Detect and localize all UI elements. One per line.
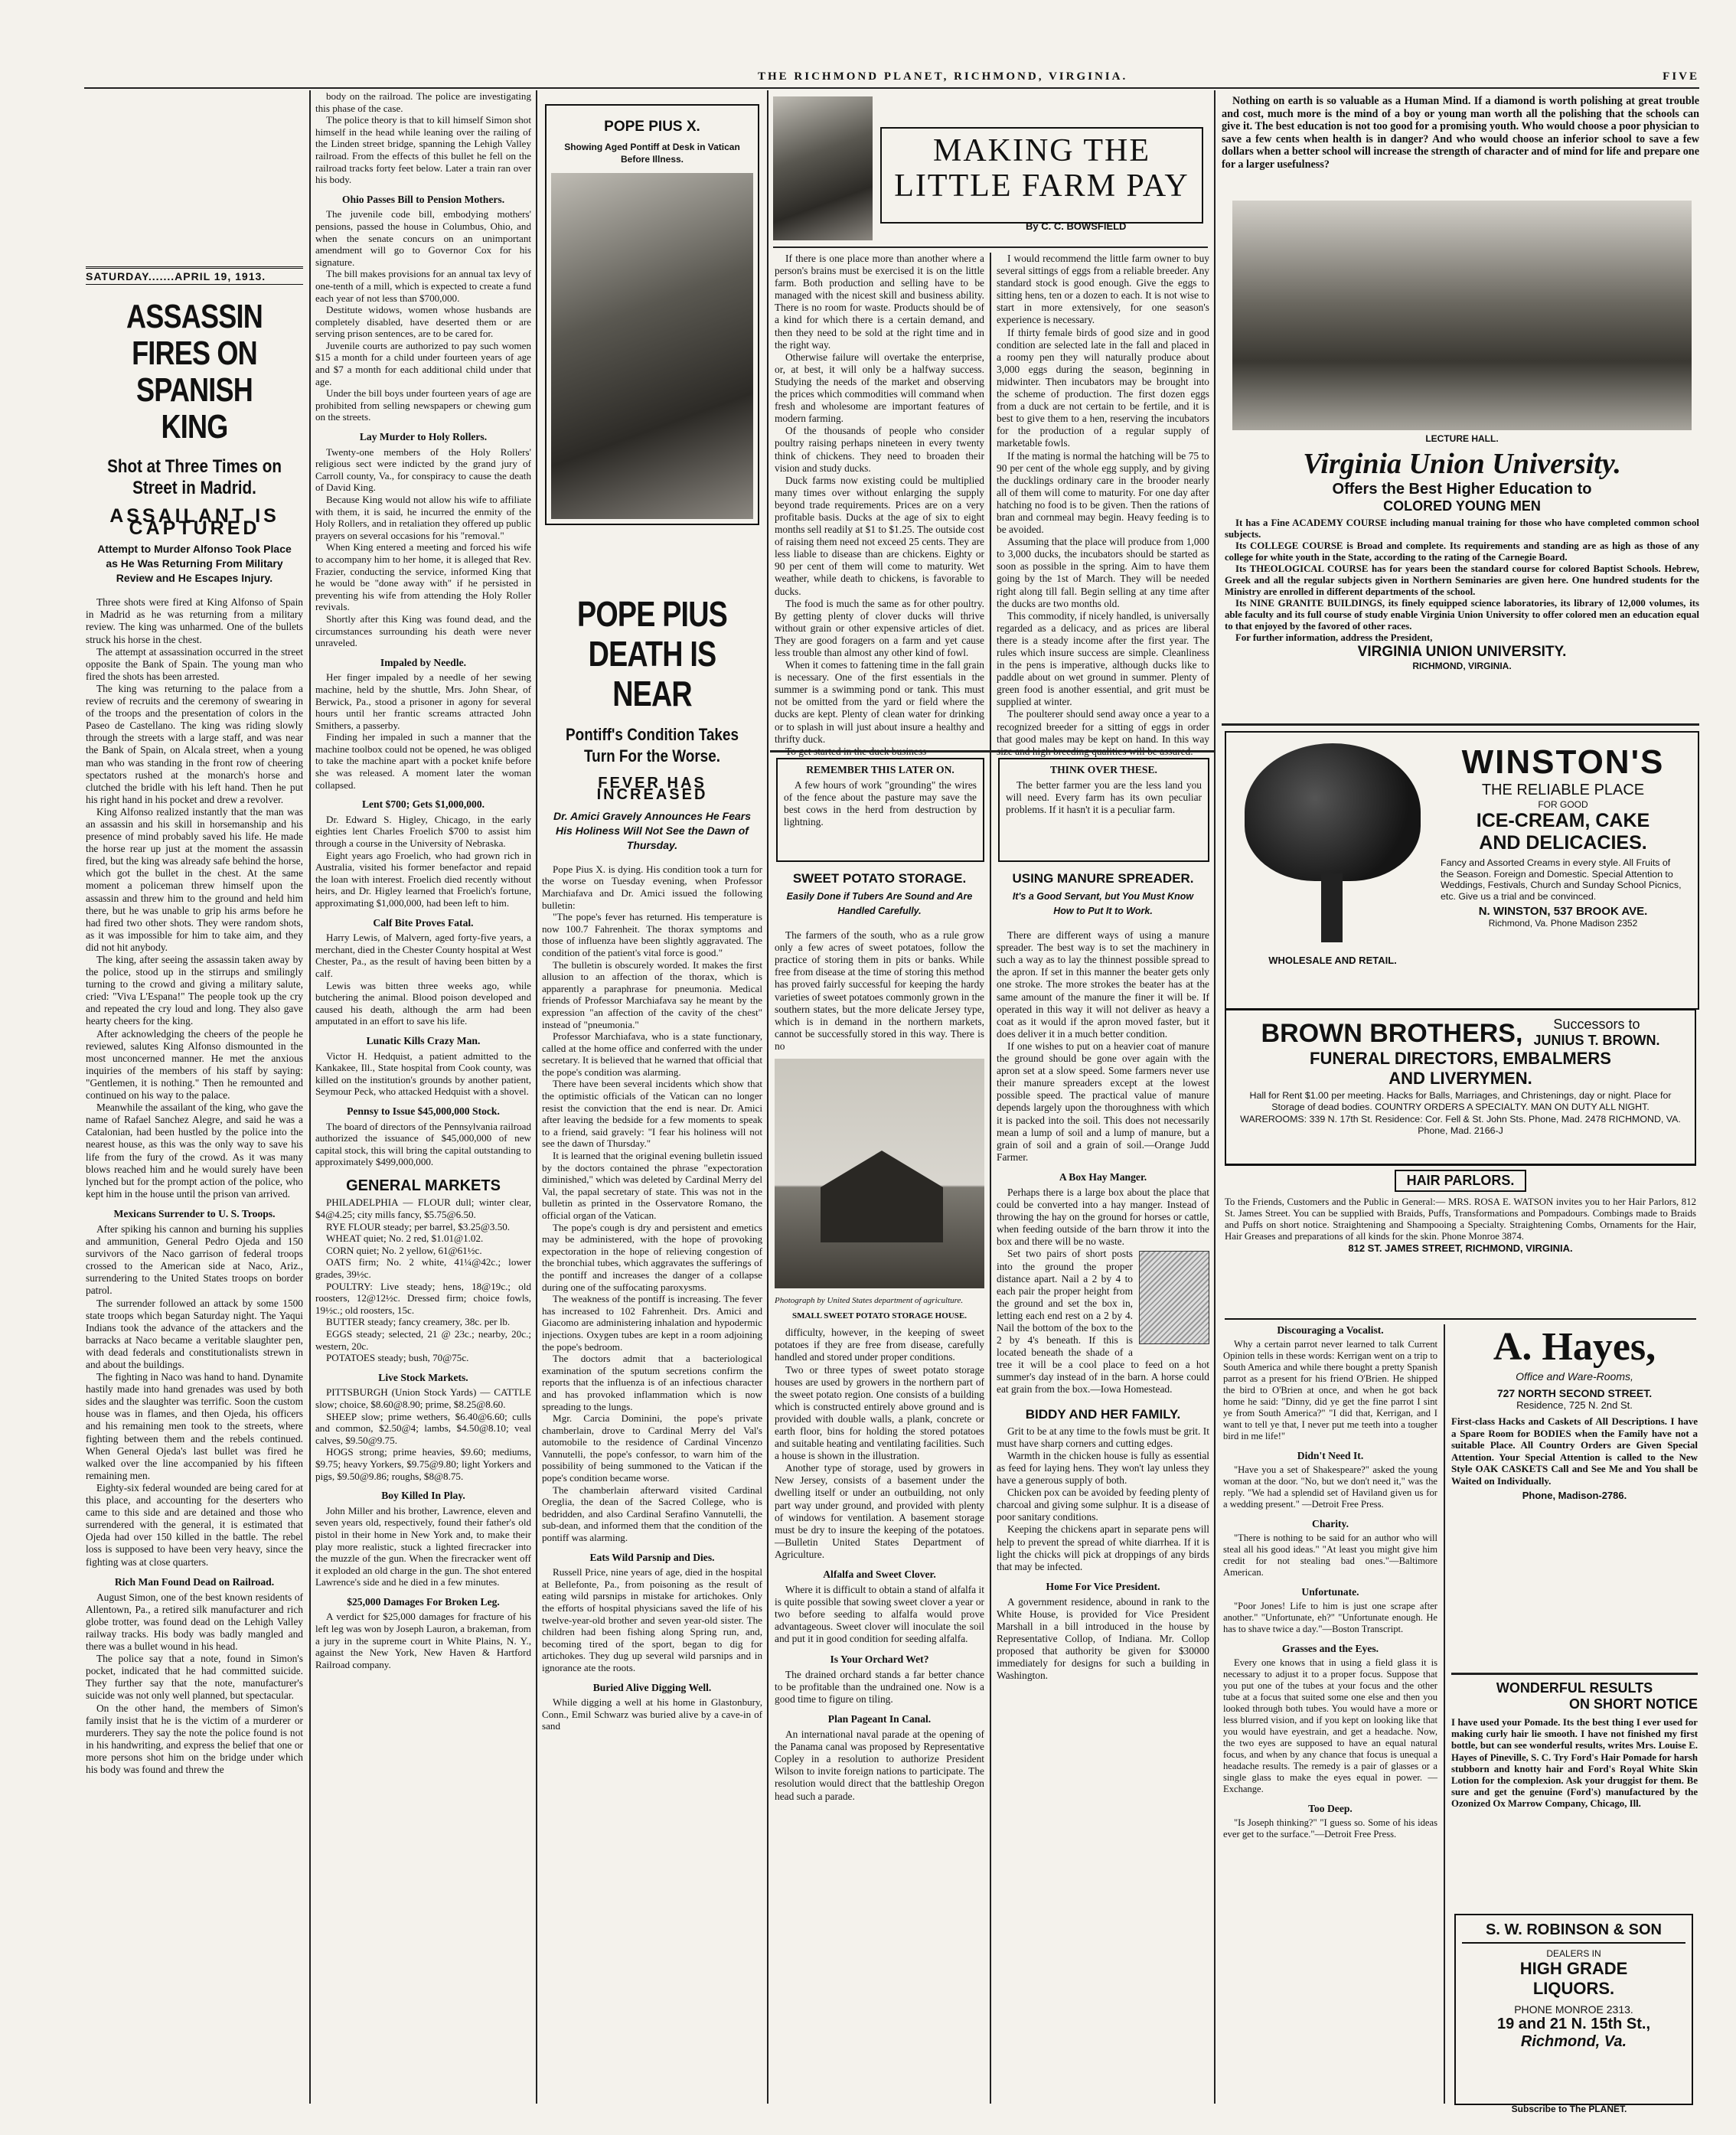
article-paragraph: I would recommend the little farm owner to buy several sittings of eggs from a reliable breeder. Any standard stock is good enough. Give the eggs to sitting hens, ten or a dozen to each. It is not wise to start in more extensively, for one season's experience is necessary. bbox=[997, 253, 1209, 326]
box-title: THINK OVER THESE. bbox=[1050, 764, 1157, 775]
article-paragraph: It is learned that the original evening bulletin issued by the doctors contained the phrase "expectoration diminished," which was deleted by Cardinal Merry del Val, the papal secretary of state. This was not in the bulletin as printed in the Osservatore Romano, the official organ of the Vatican. bbox=[542, 1150, 762, 1221]
article-paragraph: The bulletin is obscurely worded. It makes the first allusion to an affection of the thorax, which is apparently a paraphrase for pneumonia. Medical friends of Professor Marchiafava say he meant by the expression "an affection of the cavity of the chest" instead of "pneumonia." bbox=[542, 958, 762, 1030]
article-paragraph: While digging a well at his home in Glastonbury, Conn., Emil Schwarz was buried alive by a cave-in of sand bbox=[542, 1696, 762, 1732]
article-paragraph: Chicken pox can be avoided by feeding plenty of charcoal and giving some sulphur. It is a disease of poor sanitary conditions. bbox=[997, 1487, 1209, 1523]
tree-crown bbox=[1245, 743, 1421, 881]
market-line: OATS firm; No. 2 white, 41¼@42c.; lower grades, 39½c. bbox=[315, 1256, 531, 1281]
pomade-body: I have used your Pomade. Its the best thing I ever used for making curly hair lie smooth. I have not finished my first bottle, but can see wonderful results, writes Mrs. Louise E. Hayes of Pineville, S. C. Try Ford's Hair Pomade for harsh stubborn and knotty hair and Ford's Royal White Skin Lotion for the complexion. Ask your druggist for them. Be sure and get the genuine (Ford's) manufactured by the Ozonized Ox Marrow Company, Chicago, Ill. bbox=[1451, 1717, 1698, 1810]
article-paragraph: Destitute widows, women whose husbands are completely disabled, have deserted them or are serving prison sentences, are to be cared for. bbox=[315, 304, 531, 340]
winstons-ad bbox=[1225, 731, 1699, 1010]
article-paragraph: Three shots were fired at King Alfonso of Spain in Madrid as he was returning from a military review. The king was unharmed. One of the bullets struck his horse in the chest. bbox=[86, 596, 303, 645]
article-paragraph: After spiking his cannon and burning his supplies and ammunition, General Pedro Ojeda and 150 survivors of the Naco garrison of federal troops crossed to the American side at Naco, Ariz., surrendering to the United States troops on border patrol. bbox=[86, 1223, 303, 1297]
vuu-text: It has a Fine ACADEMY COURSE including manual training for those who have completed common school subjects. bbox=[1225, 517, 1699, 540]
article-paragraph: If thirty female birds of good size and in good condition are selected late in the fall and placed in a roomy pen they will naturally produce about 3,000 eggs during the season, beginning in midwinter. Then incubators may be brought into the scheme of production. The first dozen eggs from a duck are not certain to be fertile, and it is best to give them to a hen, reserving the incubators for the production of a regular supply of marketable fowls. bbox=[997, 326, 1209, 449]
article-paragraph: The chamberlain afterward visited Cardinal Oreglia, the dean of the Sacred College, who is bedridden, and also Cardinal Serafino Vannutelli, the sub-dean, and informed them that the condition of the pontiff was alarming. bbox=[542, 1484, 762, 1544]
house-shape bbox=[821, 1151, 943, 1242]
article-paragraph: "The pope's fever has returned. His temperature is now 100.7 Fahrenheit. The thorax symptoms and those of influenza have been slightly aggravated. The condition of the patient's vital force is good." bbox=[542, 911, 762, 958]
subhead: Discouraging a Vocalist. bbox=[1277, 1324, 1384, 1336]
article-paragraph: Dr. Edward S. Higley, Chicago, in the early eighties lent Charles Froelich $700 to assist him through a course in the University of Nebraska. bbox=[315, 813, 531, 850]
column-rule bbox=[309, 90, 311, 2104]
article-paragraph: Victor H. Hedquist, a patient admitted to the Kankakee, Ill., State hospital from Cook county, was killed on the institution's grounds by another patient, Seymour Peck, who attacked Hedquist with a shovel. bbox=[315, 1050, 531, 1098]
brown-successors: Successors to bbox=[1553, 1017, 1640, 1032]
pope-photo bbox=[551, 173, 753, 519]
farm-rule bbox=[773, 246, 1208, 248]
subhead: Lent $700; Gets $1,000,000. bbox=[361, 798, 485, 811]
article-paragraph: Perhaps there is a large box about the place that could be converted into a hay manger. Instead of throwing the hay on the ground for horses or cattle, when feeding outside of the barn throw it into the box and there will be no waste. bbox=[997, 1186, 1209, 1248]
hair-parlors-ad bbox=[1225, 1164, 1696, 1320]
winston-for: FOR GOOD bbox=[1538, 799, 1588, 810]
lecture-hall-photo bbox=[1232, 201, 1692, 430]
farm-column-b bbox=[997, 253, 1209, 743]
pomade-title-1: WONDERFUL RESULTS bbox=[1496, 1680, 1653, 1696]
misc-column bbox=[1223, 1324, 1437, 2101]
article-paragraph: If there is one place more than another where a person's brains must be exercised it is on the little farm. Both production and selling have to be managed with the nicest skill and business ability. There is no room for waste. Products should be of a kind for which there is a certain demand, and then they need to be sold at the right time and in the right way. bbox=[775, 253, 984, 351]
winston-phone: Richmond, Va. Phone Madison 2352 bbox=[1488, 918, 1638, 929]
box-text: The better farmer you are the less land you will need. Every farm has its own peculiar problems. If it hasn't it is a peculiar farm. bbox=[1006, 779, 1202, 816]
hair-body: To the Friends, Customers and the Public in General:— MRS. ROSA E. WATSON invites you to her Hair Parlors, 812 St. James Street. You can be supplied with Braids, Puffs, Transformations and Pompadours. Combings made to Braids and Puffs on short notice. Straightening and Shampooing a Specialty. Straightening Combs, Ornaments for the Hair, Hair Greases and preparations of all kinds for the skin. Phone Monroe 3874. bbox=[1225, 1196, 1696, 1242]
winston-tree-label: WHOLESALE AND RETAIL. bbox=[1268, 955, 1397, 966]
subhead: Charity. bbox=[1312, 1518, 1349, 1529]
article-paragraph: There are different ways of using a manure spreader. The best way is to set the machinery in such a way as to lay the thinnest possible spread to the apron. If set in this manner the beater gets only one stroke. The more strokes the beater has at the same amount of the manure the finer it will be. If operated in this way it will not deliver as heavy a coat as it would if the apron moved faster, but it does deliver it in a much better condition. bbox=[997, 929, 1209, 1040]
deck: Dr. Amici Gravely Announces He Fears His Holiness Will Not See the Dawn of Thursday. bbox=[553, 809, 752, 851]
headline-pope: POPE PIUS DEATH IS NEAR bbox=[577, 593, 727, 713]
article-paragraph: Her finger impaled by a needle of her sewing machine, held by the shuttle, Mrs. John Shear, of Berwick, Pa., stood a prisoner in agony for several hours until her frantic screams attracted John Smithers, a passerby. bbox=[315, 671, 531, 731]
subhead: Unfortunate. bbox=[1301, 1586, 1359, 1598]
brown-brothers-ad bbox=[1225, 1009, 1696, 1166]
winston-address: N. WINSTON, 537 BROOK AVE. bbox=[1478, 905, 1648, 919]
article-paragraph: Two or three types of sweet potato storage houses are used by growers in the northern part of the sweet potato region. One consists of a building which is constructed entirely above ground and is provided with double walls, a plank, concrete or earth floor, bins for holding the stored potatoes and suitable heating and ventilating facilities. Such a house is shown in the illustration. bbox=[775, 1363, 984, 1462]
hayes-phone: Phone, Madison-2786. bbox=[1522, 1490, 1627, 1501]
subhead: SWEET POTATO STORAGE. bbox=[792, 871, 967, 886]
article-paragraph: The bill makes provisions for an annual tax levy of one-tenth of a mill, which is expected to create a fund each year of not less than $700,000. bbox=[315, 268, 531, 304]
market-line: POULTRY: Live steady; hens, 18@19c.; old roosters, 12@12½c. Dressed firm; choice fowls, 19½c.; old roosters, 15c. bbox=[315, 1280, 531, 1316]
article-paragraph: When King entered a meeting and forced his wife to accompany him to her home, it is alleged that Rev. Frazier, conducting the service, informed King that he would be "done away with" if he persisted in preventing his wife from attending the Holy Roller revivals. bbox=[315, 541, 531, 613]
subhead: Home For Vice President. bbox=[1046, 1580, 1160, 1592]
article-paragraph: Where it is difficult to obtain a stand of alfalfa it is quite possible that sowing sweet clover a year or two before seeding to alfalfa would prove advantageous. Sweet clover will inoculate the soil and put it in good condition for seeding alfalfa. bbox=[775, 1584, 984, 1645]
column-rule bbox=[767, 90, 768, 2104]
article-paragraph: Every one knows that in using a field glass it is necessary to adjust it to a proper focus. Suppose that you put one of the tubes at your focus and the other tube at a focus that suited some one else and then you looked through both tubes. You would have a more or less blurred vision, and if you kept on looking like that you would have eyestrain, and get a headache. Now, the two eyes are supposed to have an equal natural focus, and when by any chance that focus is unequal a headache results. The remedy is a pair of glasses or a single glass to make the eyes equal in power. —Exchange. bbox=[1223, 1657, 1437, 1794]
markets-title: GENERAL MARKETS bbox=[346, 1177, 501, 1194]
subhead: Plan Pageant In Canal. bbox=[827, 1712, 932, 1725]
article-paragraph: Mgr. Carcia Dominini, the pope's private chamberlain, drove to Cardinal Merry del Val's automobile to the residence of Cardinal Vincenzo Vannutelli, the pope's confessor, to warn him of the possibility of being summoned to the Vatican if the pope's condition became worse. bbox=[542, 1412, 762, 1484]
article-paragraph: Because King would not allow his wife to affiliate with them, it is said, he incurred the enmity of the Holy Rollers, and in retaliation they offered up public prayers on several occasions for his "removal." bbox=[315, 494, 531, 541]
winston-name: WINSTON'S bbox=[1461, 743, 1665, 781]
article-paragraph: The pope's cough is dry and persistent and emetics may be administered, with the hope of provoking expectoration in the hope of relieving congestion of the bronchial tubes, which aggravates the sufferings of the pontiff and increases the danger of a collapse during one of the suffocating paroxysms. bbox=[542, 1221, 762, 1293]
photo-caption: SMALL SWEET POTATO STORAGE HOUSE. bbox=[792, 1311, 967, 1321]
subhead-rich-man: Rich Man Found Dead on Railroad. bbox=[114, 1575, 275, 1588]
column-rule bbox=[990, 253, 991, 2104]
article-paragraph: Assuming that the place will produce from 1,000 to 3,000 ducks, the incubators should be started as soon as possible in the spring. Aim to have them going by the 1st of March. They will be needed right along till fall. Begin selling at any time after the ducks are two months old. bbox=[997, 536, 1209, 609]
article-paragraph: Eighty-six federal wounded are being cared for at this place, and accounting for the deserters who came to this side and are detained and those who surrendered with the general, it is estimated that Ojeda had over 150 killed in the battle. The rebel loss is supposed to have been very heavy, since the fighting was at close quarters. bbox=[86, 1481, 303, 1568]
manure-column bbox=[997, 873, 1209, 2097]
article-paragraph: An international naval parade at the opening of the Panama canal was proposed by Representative Copley in a resolution to authorize President Wilson to invite foreign nations to participate. The resolution would direct that the battleship Oregon head such a parade. bbox=[775, 1729, 984, 1802]
article-paragraph: The juvenile code bill, embodying mothers' pensions, passed the house in Columbus, Ohio, and when the senate concurs on an unimportant amendment will go to Governor Cox for his signature. bbox=[315, 208, 531, 268]
hair-address: 812 ST. JAMES STREET, RICHMOND, VIRGINIA. bbox=[1348, 1242, 1573, 1254]
subhead: Lunatic Kills Crazy Man. bbox=[366, 1034, 481, 1046]
pope-box-title: POPE PIUS X. bbox=[604, 119, 700, 135]
brown-line1: FUNERAL DIRECTORS, EMBALMERS bbox=[1310, 1049, 1611, 1068]
subhead: Shot at Three Times on Street in Madrid. bbox=[107, 456, 282, 499]
article-paragraph: This commodity, if nicely handled, is universally regarded as a delicacy, and as prices are liberal there is a steady income after the first year. The rules which insure success are simple. Cleanliness in the pens is imperative, although ducks like to paddle about on wet ground in summer. Plenty of green food is another essential, and grit must be supplied at winter. bbox=[997, 609, 1209, 708]
storage-house-photo bbox=[775, 1059, 984, 1288]
article-paragraph: If the mating is normal the hatching will be 75 to 90 per cent of the whole egg supply, and by giving the ducklings ordinary care in the brooder nearly all of them will come to maturity. For one day after hatching no food is to be given. Then the rations of bran and cornmeal may begin. Heavy feeding is to be avoided. bbox=[997, 449, 1209, 536]
column-rule bbox=[536, 90, 537, 2104]
section-rule bbox=[770, 750, 1214, 752]
article-paragraph: The weakness of the pontiff is increasing. The fever has increased to 102 Fahrenheit. Drs. Amici and Giacomo are administering inhalation and hypodermic injections. Oxygen tubes are kept in a room adjoining the pope's bedroom. bbox=[542, 1293, 762, 1353]
article-paragraph: difficulty, however, in the keeping of sweet potatoes if they are free from disease, carefully handled and stored under proper conditions. bbox=[775, 1327, 984, 1363]
vuu-footer: VIRGINIA UNION UNIVERSITY. bbox=[1357, 644, 1567, 660]
article-paragraph: When it comes to fattening time in the fall grain is necessary. One of the first essentials in the summer is a swimming pond or tank. This must not be omitted from the yard or field where the ducks are kept. Plenty of clean water for drinking or to splash in will just about insure a healthy and thrifty duck. bbox=[775, 659, 984, 745]
article-paragraph: Why a certain parrot never learned to talk Current Opinion tells in these words: Kerrigan went on a trip to South America and while there bought a pretty Spanish parrot as a present for his friend O'Brien. He shipped the bird to O'Brien at once, and when he got back home he said: "Dinny, did ye get the fine parrot I sint ye from South America?" "I did that, Kerrigan, and I want to tell ye that, I never put me teeth into a tougher bird in me life!" bbox=[1223, 1339, 1437, 1441]
article-paragraph: "Poor Jones! Life to him is just one scrape after another." "Unfortunate, eh?" "Unfortunate enough. He has to shave twice a day."—Boston Transcript. bbox=[1223, 1601, 1437, 1634]
article-paragraph: Pope Pius X. is dying. His condition took a turn for the worse on Tuesday evening, when Professor Marchiafava and Dr. Amici issued the following bulletin: bbox=[542, 863, 762, 911]
article-paragraph: Shortly after this King was found dead, and the circumstances surrounding his death were never unraveled. bbox=[315, 612, 531, 649]
hayes-sub: Office and Ware-Rooms, bbox=[1516, 1370, 1633, 1383]
subhead: Pontiff's Condition Takes Turn For the Worse. bbox=[566, 724, 739, 766]
masthead bbox=[84, 67, 1699, 87]
subscribe-line: Subscribe to The PLANET. bbox=[1511, 2104, 1627, 2114]
subhead: Ohio Passes Bill to Pension Mothers. bbox=[341, 193, 505, 205]
subhead-captured: ASSAILANT IS CAPTURED bbox=[109, 505, 279, 540]
robinson-line3: LIQUORS. bbox=[1532, 1979, 1615, 1998]
market-line: POTATOES steady; bush, 70@75c. bbox=[326, 1352, 469, 1364]
pomade-title-2: ON SHORT NOTICE bbox=[1568, 1696, 1698, 1712]
article-paragraph: The attempt at assassination occurred in the street opposite the Bank of Spain. The young man who fired the shots has been arrested. bbox=[86, 645, 303, 682]
column-1 bbox=[86, 90, 303, 2127]
think-box bbox=[998, 758, 1209, 862]
subhead-mexicans: Mexicans Surrender to U. S. Troops. bbox=[113, 1207, 276, 1219]
promo-text: Nothing on earth is so valuable as a Human Mind. If a diamond is worth polishing at great trouble and cost, much more is the mind of a boy or young man worth all the polishing that the schools can give it. The best education is not too good for a promising youth. Who would choose a poor physician to save a few cents when health is in danger? And who would choose an inferior school to save a few dollars when a better school will increase the strength of character and of mind for life and prepare one for a larger usefulness? bbox=[1222, 95, 1699, 171]
article-paragraph: Twenty-one members of the Holy Rollers' religious sect were indicted by the grand jury of Carroll county, Va., for conspiracy to cause the death of David King. bbox=[315, 446, 531, 494]
article-paragraph: On the other hand, the members of Simon's family insist that he is the victim of a murderer or murderers. They say the note the police found is not in his handwriting, and express the belief that one or more persons shot him on the bridge under which his body was found and threw the bbox=[86, 1702, 303, 1775]
lecture-hall-caption: LECTURE HALL. bbox=[1425, 433, 1499, 444]
column-rule bbox=[1214, 90, 1216, 2104]
article-paragraph: Meanwhile the assailant of the king, who gave the name of Rafael Sanchez Alegre, and said he was a Catalonian, had been hustled by the police into the nearest house, as this was the only way to save his life from the fury of the crowd. As it was many blows reached him and he would surely have been lynched but for the prompt action of the police, who kept him in the house until the prison van arrived. bbox=[86, 1102, 303, 1200]
article-paragraph: Keeping the chickens apart in separate pens will help to prevent the spread of white diarrhea. If it is light the chicks will pick at droppings of any birds that may be infected. bbox=[997, 1523, 1209, 1572]
brown-address: WAREROOMS: 339 N. 17th St. Residence: Cor. Fell & St. John Sts. Phone, Mad. 2478 RICHMOND, VA. Phone, Mad. 2166-J bbox=[1240, 1114, 1681, 1136]
vuu-text: For further information, address the President, bbox=[1235, 632, 1433, 643]
subhead: Calf Bite Proves Fatal. bbox=[373, 916, 474, 929]
subhead: Eats Wild Parsnip and Dies. bbox=[589, 1551, 715, 1563]
article-paragraph: The surrender followed an attack by some 1500 state troops which began Saturday night. The Yaqui Indians took the advance of the attackers and the barracks at Naco became a veritable slaughter pen, with dead federals and constitutionalists strewn in and about the buildings. bbox=[86, 1297, 303, 1370]
winston-line1: ICE-CREAM, CAKE bbox=[1476, 810, 1650, 831]
article-paragraph: Finding her impaled in such a manner that the machine toolbox could not be opened, he was obliged to take the machine apart with a pocket knife before she was released. A moment later the woman collapsed. bbox=[315, 731, 531, 791]
subhead: Pennsy to Issue $45,000,000 Stock. bbox=[347, 1105, 500, 1117]
farm-column-a bbox=[775, 253, 984, 743]
article-paragraph: The king was returning to the palace from a review of recruits and the ceremony of swearing in of the troops and the presentation of colors in the Paseo de Castellano. The king was riding slowly through the streets with a large staff, and was near the Bank of Spain, on Alcala street, when a young man who was standing in the front row of cheering spectators rushed at the monarch's horse and clutched the bridle with his left hand. Then he put his right hand in his pocket and drew a revolver. bbox=[86, 682, 303, 805]
sweet-potato-column bbox=[775, 873, 984, 2097]
hayes-ad bbox=[1451, 1324, 1698, 1661]
hayes-name: A. Hayes, bbox=[1493, 1325, 1656, 1369]
masthead-rule bbox=[84, 87, 1699, 89]
subhead: Grasses and the Eyes. bbox=[1281, 1643, 1379, 1654]
article-paragraph: Professor Marchiafava, who is a state functionary, called at the home office and conferred with the under secretary. It is believed that he warned that official that the pope's condition was alarming. bbox=[542, 1030, 762, 1078]
article-paragraph: The police theory is that to kill himself Simon shot himself in the head while leaning over the railing of the Linden street bridge, spanning the Lehigh Valley railroad. From the effects of this bullet he fell on the railroad tracks forty feet below. Later a train ran over his body. bbox=[315, 114, 531, 186]
deck: Easily Done if Tubers Are Sound and Are Handled Carefully. bbox=[786, 891, 973, 917]
subhead: Didn't Need It. bbox=[1297, 1450, 1364, 1461]
vuu-footer-city: RICHMOND, VIRGINIA. bbox=[1412, 661, 1512, 671]
ad-rule bbox=[1222, 723, 1699, 726]
market-line: BUTTER steady; fancy creamery, 38c. per lb. bbox=[326, 1316, 511, 1328]
farm-title-box bbox=[880, 127, 1203, 224]
subhead: USING MANURE SPREADER. bbox=[1012, 871, 1194, 886]
subhead: $25,000 Damages For Broken Leg. bbox=[347, 1595, 500, 1608]
winston-tag: THE RELIABLE PLACE bbox=[1481, 782, 1645, 798]
article-paragraph: There have been several incidents which show that the optimistic officials of the Vatican can no longer resist the conviction that the end is near. Dr. Amici after leaving the bedside for a few moments to speak to a friend, said gravely: "I fear his holiness will not see the dawn of Thursday." bbox=[542, 1078, 762, 1150]
article-paragraph: King Alfonso realized instantly that the man was an assassin and his skill in horsemanship and his presence of mind probably saved his life. He made the horse rear up just at the moment the assassin fired, but the king was already safe behind the horse, which got the bullet in the chest. At the same moment a policeman threw himself upon the assassin and threw him to the ground and held him there, but he was unable to grip his arms before he had fired two other shots. They were random shots, as it was impossible for him to take aim, and they did not hit anybody. bbox=[86, 805, 303, 953]
article-paragraph: Lewis was bitten three weeks ago, while butchering the animal. Blood poison developed and caused his death, although the arm had been amputated in an effort to save his life. bbox=[315, 979, 531, 1027]
article-paragraph: A government residence, abound in rank to the White House, is provided for Vice President Marshall in a bill introduced in the house by Representative Collop, of Indiana. Mr. Collop proposed that authority be given for $30000 immediately for designs for such a building in Washington. bbox=[997, 1595, 1209, 1682]
subhead: Boy Killed In Play. bbox=[381, 1490, 465, 1502]
subhead: BIDDY AND HER FAMILY. bbox=[1025, 1406, 1181, 1422]
article-paragraph: Grit to be at any time to the fowls must be grit. It must have sharp corners and cutting edges. bbox=[997, 1425, 1209, 1449]
farm-header-box bbox=[773, 96, 1208, 242]
article-paragraph: "Is Joseph thinking?" "I guess so. Some of his ideas ever get to the surface."—Detroit Free Press. bbox=[1223, 1817, 1437, 1840]
page-number: FIVE bbox=[1663, 70, 1699, 83]
subhead: Buried Alive Digging Well. bbox=[592, 1681, 712, 1693]
subhead: Alfalfa and Sweet Clover. bbox=[823, 1569, 936, 1580]
article-paragraph: "There is nothing to be said for an author who will steal all his good ideas." "At least you might give him credit for not stealing bad ones."—Baltimore American. bbox=[1223, 1533, 1437, 1578]
article-paragraph: Harry Lewis, of Malvern, aged forty-five years, a merchant, died in the Chester County hospital at West Chester, Pa., as the result of having been bitten by a calf. bbox=[315, 932, 531, 979]
article-paragraph: The king, after seeing the assassin taken away by the police, stood up in the stirrups and smilingly turning to the crowd and giving a military salute, cried: "Viva L'Espana!" The people took up the cry and repeated the cry loud and long. They also gave hearty cheers for the king. bbox=[86, 954, 303, 1027]
issue-date: SATURDAY.......APRIL 19, 1913. bbox=[86, 266, 303, 285]
subhead: Too Deep. bbox=[1308, 1803, 1353, 1814]
market-line: PHILADELPHIA — FLOUR dull; winter clear, $4@4.25; city mills fancy, $5.75@6.50. bbox=[315, 1196, 531, 1221]
winston-tree-illustration bbox=[1237, 743, 1428, 950]
market-line: HOGS strong; prime heavies, $9.60; mediums, $9.75; heavy Yorkers, $9.75@9.80; light Yorkers and pigs, $9.50@9.86; roughs, $8@8.75. bbox=[315, 1446, 531, 1482]
article-paragraph: August Simon, one of the best known residents of Allentown, Pa., a retired silk manufacturer and rich globe trotter, was found dead on the Lehigh Valley railway tracks. His body was badly mangled and there was a bullet wound in his head. bbox=[86, 1591, 303, 1653]
pope-box-caption: Showing Aged Pontiff at Desk in Vatican Before Illness. bbox=[564, 141, 740, 165]
vuu-subtitle: Offers the Best Higher Education to bbox=[1332, 481, 1592, 498]
article-paragraph: The board of directors of the Pennsylvania railroad authorized the issuance of $45,000,000 of new capital stock, this will bring the capital outstanding to approximately $499,000,000. bbox=[315, 1120, 531, 1168]
robinson-line2: HIGH GRADE bbox=[1519, 1959, 1628, 1978]
farm-header-photo bbox=[773, 96, 873, 240]
market-line: RYE FLOUR steady; per barrel, $3.25@3.50. bbox=[326, 1220, 511, 1232]
article-paragraph: Another type of storage, used by growers in New Jersey, consists of a basement under the dwelling itself or under an outbuilding, not only part way under ground, and provided with plenty of windows for ventilation. A basement storage must be dry to insure the keeping of the potatoes.—Bulletin United States Department of Agriculture. bbox=[775, 1462, 984, 1560]
market-line: CORN quiet; No. 2 yellow, 61@61½c. bbox=[326, 1244, 482, 1256]
deck: Attempt to Murder Alfonso Took Place as He Was Returning From Military Review and He Escapes Injury. bbox=[97, 543, 292, 585]
pope-photo-box bbox=[545, 104, 759, 525]
hayes-body: First-class Hacks and Caskets of All Descriptions. I have a Spare Room for BODIES when the Family have not a suitable Place. All Country Orders are Given Special Attention. Your Special Attention is called to the New Style OAK CASKETS Call and See Me and You shall be Waited on Individually. bbox=[1451, 1415, 1698, 1487]
article-paragraph: The doctors admit that a bacteriological examination of the sputum secretions confirm the reports that the influenza is of an infectious character and has provoked inflammation which is now spreading to the lungs. bbox=[542, 1353, 762, 1412]
column-2 bbox=[315, 90, 531, 2127]
subhead: Lay Murder to Holy Rollers. bbox=[359, 431, 488, 443]
vuu-text: Its COLLEGE COURSE is Broad and complete. Its requirements and standing are as high as those of any college for white youth in the State, according to the rating of the Carnegie Board. bbox=[1225, 540, 1699, 563]
market-line: EGGS steady; selected, 21 @ 23c.; nearby, 20c.; western, 20c. bbox=[315, 1328, 531, 1352]
hay-manger-drawing bbox=[1139, 1251, 1209, 1344]
article-paragraph: The food is much the same as for other poultry. By getting plenty of clover ducks will thrive without grain or other expensive articles of diet. They are good foragers on a farm and yet cause less trouble than almost any other kind of fowl. bbox=[775, 597, 984, 658]
article-paragraph: The farmers of the south, who as a rule grow only a few acres of sweet potatoes, follow the practice of storing them in pits or banks. While free from disease at the time of storing this method has proved fairly successful for keeping the hardy varieties of sweet potatoes commonly grown in the southern states, but the more delicate Jersey type, which is in demand in the northern markets, cannot be successfully stored in this way. There is no bbox=[775, 929, 984, 1052]
article-paragraph: Of the thousands of people who consider poultry raising perhaps nineteen in every twenty think of chickens. They need to broaden their vision and study ducks. bbox=[775, 425, 984, 474]
headline-assassin: ASSASSIN FIRES ON SPANISH KING bbox=[126, 298, 263, 446]
pomade-ad bbox=[1451, 1680, 1698, 1895]
school-promo bbox=[1222, 95, 1699, 198]
tree-trunk bbox=[1321, 873, 1343, 942]
article-paragraph: The drained orchard stands a far better chance to be profitable than the undrained one. Now is a good time to figure on tiling. bbox=[775, 1668, 984, 1705]
vuu-text: Its THEOLOGICAL COURSE has for years been the standard course for colored Baptist Schools. Hebrew, Greek and all the regular subjects given in Northern Seminaries are given here. One hundred students for the Ministry are enrolled in different departments of the school. bbox=[1225, 563, 1699, 597]
headline-farm: MAKING THE LITTLE FARM PAY bbox=[894, 133, 1189, 204]
article-paragraph: Russell Price, nine years of age, died in the hospital at Bellefonte, Pa., from poisoning as the result of eating wild parsnips in mistake for artichokes. Only the efforts of hospital physicians saved the life of his twelve-year-old brother and seven year-old sister. The children had been fishing along Spring run, and, becoming tired of the sport, began to dig for artichokes. They dug up several wild parsnips and in ignorance ate the roots. bbox=[542, 1566, 762, 1673]
article-paragraph: After acknowledging the cheers of the people he reviewed, salutes King Alfonso dismounted in the most unconcerned manner. He met the anxious inquiries of the members of his staff by saying: "Gentlemen, it is nothing." Then he remounted and continued on his way to the palace. bbox=[86, 1027, 303, 1102]
subhead: A Box Hay Manger. bbox=[1059, 1170, 1147, 1183]
column-3 bbox=[542, 90, 762, 2127]
market-line: SHEEP slow; prime wethers, $6.40@6.60; culls and common, $2.50@4; lambs, $4.50@8.10; veal calves, $9.50@9.75. bbox=[315, 1410, 531, 1446]
article-paragraph: John Miller and his brother, Lawrence, eleven and seven years old, respectively, found their father's old pistol in their home in New York and, to make their play more realistic, stuck a lighted firecracker into the muzzle of the gun. When the firecracker went off it exploded an old charge in the gun. The shot entered Lawrence's side and he died in a few minutes. bbox=[315, 1504, 531, 1588]
vuu-title: Virginia Union University. bbox=[1303, 448, 1621, 480]
article-paragraph: The fighting in Naco was hand to hand. Dynamite hastily made into hand grenades was used by both sides and the slaughter was terrific. Soon the custom house was in flames, and then Ojeda, his officers and his remaining men took to the streets, where fighting between them and the rebels continued. When General Ojeda's last bullet was fired he walked over the line accompanied by his fifteen remaining men. bbox=[86, 1371, 303, 1481]
remember-box bbox=[776, 758, 984, 862]
brown-line2: AND LIVERYMEN. bbox=[1388, 1069, 1532, 1088]
deck: It's a Good Servant, but You Must Know How to Put It to Work. bbox=[1012, 891, 1194, 917]
robinson-address: 19 and 21 N. 15th St., bbox=[1496, 2016, 1651, 2032]
subhead: Impaled by Needle. bbox=[380, 656, 467, 668]
robinson-ad bbox=[1454, 1914, 1693, 2105]
article-paragraph: Set two pairs of short posts into the ground the proper distance apart. Nail a 2 by 4 to each pair the proper height from the ground and set the box in, letting each end rest on a 2 by 4. Nail the bottom of the box to the 2 by 4's beneath. If this is located beneath the shade of a tree it will be a cool place to feed on a hot summer's day instead of in the barn. A horse could eat grain from the box.—Iowa Homestead. bbox=[997, 1248, 1209, 1396]
article-paragraph: body on the railroad. The police are investigating this phase of the case. bbox=[315, 90, 531, 114]
article-paragraph: Duck farms now existing could be multiplied many times over without enlarging the supply beyond trade requirements. Prices are on a very profitable basis. Ducks at the age of six to eight months sell readily at $1 to $1.25. The outside cost of raising them need not exceed 25 cents. They are less liable to disease than are chickens. Eighty or 90 per cent of them will come to maturity. Wet weather, while death to chickens, is favorable to ducks. bbox=[775, 474, 984, 597]
vuu-ad bbox=[1225, 447, 1699, 700]
box-title: REMEMBER THIS LATER ON. bbox=[806, 764, 954, 775]
photo-credit: Photograph by United States department of agriculture. bbox=[775, 1296, 964, 1306]
robinson-city: Richmond, Va. bbox=[1520, 2033, 1627, 2050]
vuu-subtitle-2: COLORED YOUNG MEN bbox=[1383, 498, 1541, 514]
column-rule bbox=[1444, 1324, 1445, 2104]
article-paragraph: Warmth in the chicken house is fully as essential as feed for laying hens. They won't lay unless they have a generous supply of both. bbox=[997, 1449, 1209, 1487]
article-paragraph: Juvenile courts are authorized to pay such women $15 a month for a child under fourteen years of age and $7 a month for each additional child under that age. bbox=[315, 339, 531, 387]
hair-title: HAIR PARLORS. bbox=[1395, 1170, 1527, 1192]
masthead-title: THE RICHMOND PLANET, RICHMOND, VIRGINIA. bbox=[758, 70, 1128, 83]
brown-body: Hall for Rent $1.00 per meeting. Hacks for Balls, Marriages, and Christenings, day or night. Place for Storage of dead bodies. COUNTRY ORDERS A SPECIALTY. MAN ON DUTY ALL NIGHT. bbox=[1249, 1090, 1672, 1112]
article-paragraph: "Have you a set of Shakespeare?" asked the young woman at the door. "No, but we don't need it," was the reply. "We had a splendid set of Haviland given us for a wedding present." —Detroit Free Press. bbox=[1223, 1464, 1437, 1510]
subhead-fever: FEVER HAS INCREASED bbox=[596, 774, 708, 804]
robinson-name: S. W. ROBINSON & SON bbox=[1462, 1921, 1685, 1944]
article-paragraph: A verdict for $25,000 damages for fracture of his left leg was won by Joseph Lauron, a brakeman, from a jury in the supreme court in White Plains, N. Y., against the New York, New Haven & Hartford Railroad company. bbox=[315, 1611, 531, 1670]
robinson-line1: DEALERS IN bbox=[1546, 1948, 1601, 1959]
article-paragraph: If one wishes to put on a heavier coat of manure the ground should be gone over again with the apron set at a slow speed. Some farmers never use their manure spreaders except at the lowest possible speed. The practical value of manure depends largely upon the thoroughness with which it is packed into the soil. This does not necessarily mean a lump of soil and a lump of manure, but a grain of soil and a grain of soil.—Orange Judd Farmer. bbox=[997, 1040, 1209, 1163]
winston-body: Fancy and Assorted Creams in every style. All Fruits of the Season. Foreign and Domestic. Special Attention to Weddings, Festivals, Church and Sunday School Picnics, etc. Give us a trial and be convinced. bbox=[1441, 857, 1682, 902]
market-line: PITTSBURGH (Union Stock Yards) — CATTLE slow; choice, $8.60@8.90; prime, $8.25@8.60. bbox=[315, 1386, 531, 1410]
article-paragraph: Under the bill boys under fourteen years of age are prohibited from selling newspapers or chewing gum on the streets. bbox=[315, 387, 531, 423]
subhead: Live Stock Markets. bbox=[378, 1371, 468, 1383]
market-line: WHEAT quiet; No. 2 red, $1.01@1.02. bbox=[326, 1232, 484, 1245]
subhead: Is Your Orchard Wet? bbox=[830, 1653, 929, 1665]
article-paragraph: Eight years ago Froelich, who had grown rich in Australia, visited his former benefactor and repaid the loan with interest. Froelich died recently without heirs, and Dr. Higley learned that Froelich's fortune, approximating $1,000,000, had been left to him. bbox=[315, 849, 531, 909]
article-paragraph: The police say that a note, found in Simon's pocket, indicated that he had committed suicide. They further say that the note, manufacturer's suicide was not only well planned, but spectacular. bbox=[86, 1653, 303, 1702]
hayes-residence: Residence, 725 N. 2nd St. bbox=[1516, 1399, 1633, 1411]
vuu-text: Its NINE GRANITE BUILDINGS, its finely equipped science laboratories, its library of 12,000 volumes, its able faculty and its full course of study enable Virginia Union University to offer colored men an education equal to that enjoyed by the favored of other races. bbox=[1225, 598, 1699, 632]
winston-line2: AND DELICACIES. bbox=[1479, 832, 1647, 854]
byline: By C. C. BOWSFIELD bbox=[1026, 220, 1127, 232]
brown-junius: JUNIUS T. BROWN. bbox=[1533, 1033, 1660, 1048]
box-text: A few hours of work "grounding" the wires of the fence about the pasture may save the best cows in the herd from destruction by lightning. bbox=[784, 779, 977, 828]
robinson-phone: PHONE MONROE 2313. bbox=[1514, 2003, 1633, 2016]
article-paragraph: Otherwise failure will overtake the enterprise, or, at best, it will only be a halfway success. Studying the needs of the market and observing the prices which commodities will command when fresh and wholesome are important features of modern farming. bbox=[775, 351, 984, 425]
hayes-address: 727 NORTH SECOND STREET. bbox=[1496, 1387, 1653, 1399]
ad-rule bbox=[1451, 1673, 1698, 1675]
article-paragraph: The poulterer should send away once a year to a recognized breeder for a sitting of eggs in order that good males may be kept on hand. In this way bbox=[997, 708, 1209, 745]
brown-name: BROWN BROTHERS, bbox=[1261, 1019, 1523, 1048]
